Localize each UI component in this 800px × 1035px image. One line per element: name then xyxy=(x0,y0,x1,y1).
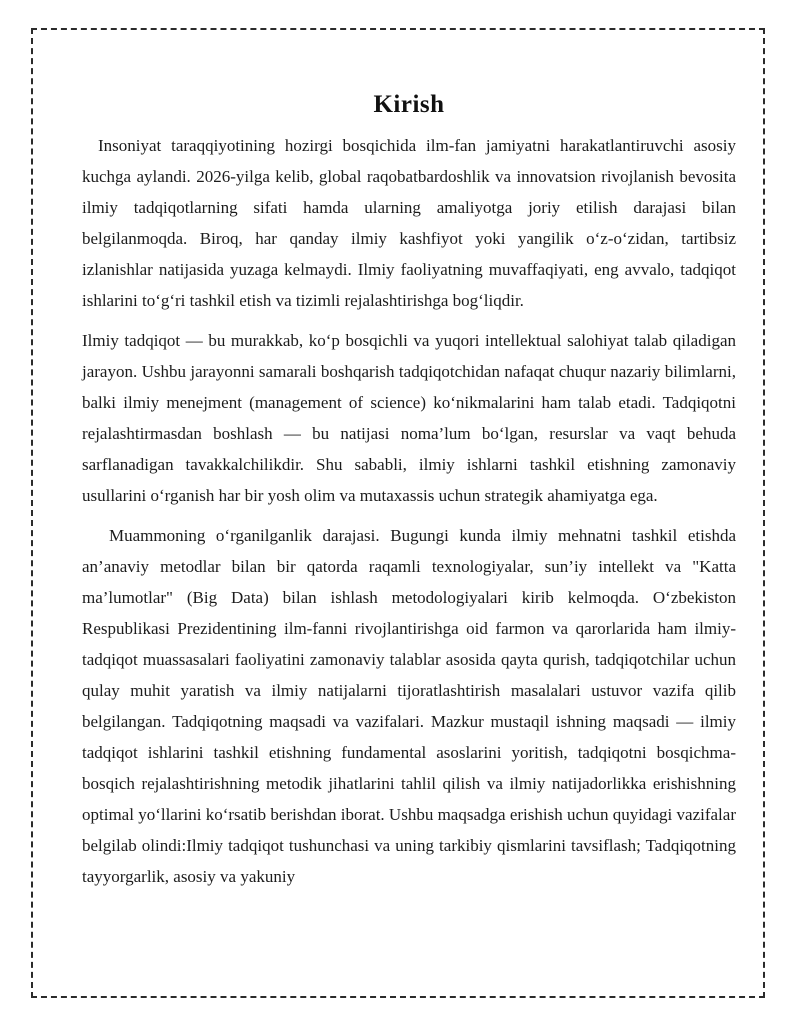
paragraph-intro: Insoniyat taraqqiyotining hozirgi bosqichida ilm-fan jamiyatni harakatlantiruvchi asosiy kuchga aylandi. 2026-yilga kelib, global raqobatbardoshlik va innovatsion rivojlanish bevosita ilmiy tadqiqotlarning sifati hamda ularning amaliyotga joriy etilish darajasi bilan belgilanmoqda. Biroq, har qanday ilmiy kashfiyot yoki yangilik oʻz-oʻzidan, tartibsiz izlanishlar natijasida yuzaga kelmaydi. Ilmiy faoliyatning muvaffaqiyati, eng avvalo, tadqiqot ishlarini toʻgʻri tashkil etish va tizimli rejalashtirishga bogʻliqdir. xyxy=(82,136,736,310)
paragraph-problem-study: Muammoning oʻrganilganlik darajasi. Bugungi kunda ilmiy mehnatni tashkil etishda an’anaviy metodlar bilan bir qatorda raqamli texnologiyalar, sun’iy intellekt va "Katta ma’lumotlar" (Big Data) bilan ishlash metodologiyalari kirib kelmoqda. Oʻzbekiston Respublikasi Prezidentining ilm-fanni rivojlantirishga oid farmon va qarorlarida ham ilmiy-tadqiqot muassasalari faoliyatini zamonaviy talablar asosida qayta qurish, tadqiqotchilar uchun qulay muhit yaratish va ilmiy natijalarni tijoratlashtirish masalalari ustuvor vazifa qilib belgilangan. Tadqiqotning maqsadi va vazifalari. Mazkur mustaqil ishning maqsadi — ilmiy tadqiqot ishlarini tashkil etishning fundamental asoslarini yoritish, tadqiqotni bosqichma-bosqich rejalashtirishning metodik jihatlarini tahlil qilish va ilmiy natijadorlikka erishishning optimal yoʻllarini koʻrsatib berishdan iborat. Ushbu maqsadga erishish uchun quyidagi vazifalar belgilab olindi:Ilmiy tadqiqot tushunchasi va uning tarkibiy qismlarini tavsiflash; Tadqiqotning tayyorgarlik, asosiy va yakuniy xyxy=(82,526,736,886)
dashed-page-border xyxy=(31,28,765,998)
paragraph-research-definition: Ilmiy tadqiqot — bu murakkab, koʻp bosqichli va yuqori intellektual salohiyat talab qiladigan jarayon. Ushbu jarayonni samarali boshqarish tadqiqotchidan nafaqat chuqur nazariy bilimlarni, balki ilmiy menejment (management of science) koʻnikmalarini ham talab etadi. Tadqiqotni rejalashtirmasdan boshlash — bu natijasi noma’lum boʻlgan, resurslar va vaqt behuda sarflanadigan tavakkalchilikdir. Shu sababli, ilmiy ishlarni tashkil etishning zamonaviy usullarini oʻrganish har bir yosh olim va mutaxassis uchun strategik ahamiyatga ega. xyxy=(82,331,736,505)
document-body xyxy=(33,30,763,892)
page-title: Kirish xyxy=(373,91,445,118)
